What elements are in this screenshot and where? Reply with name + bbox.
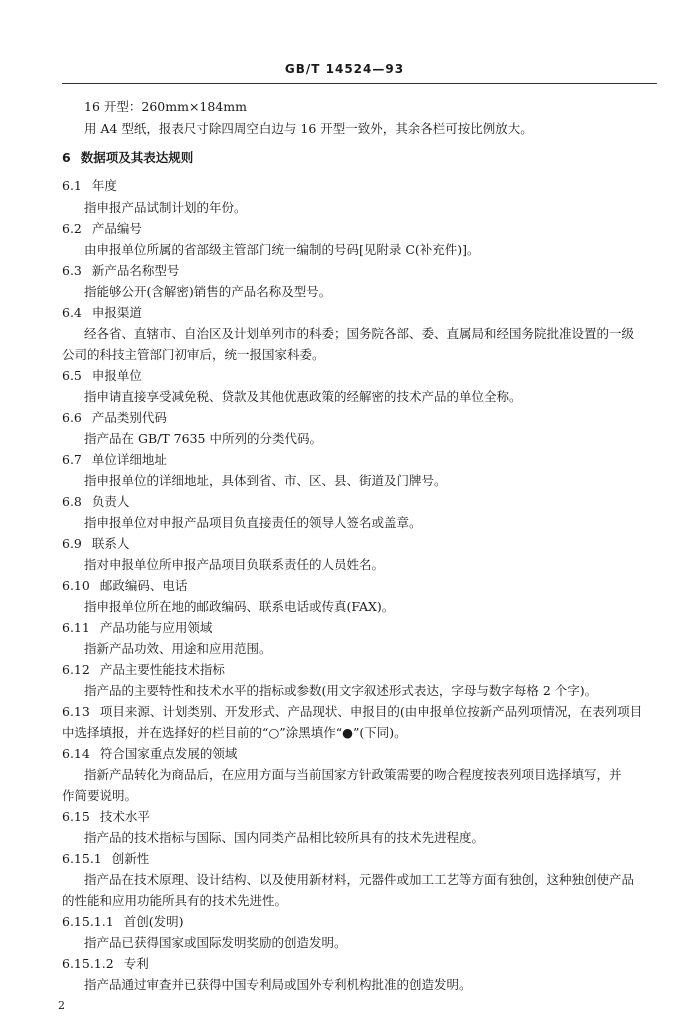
clause-heading: 6.13 项目来源、计划类别、开发形式、产品现状、申报目的(由申报单位按新产品列项情况，在表列项目 (62, 704, 643, 719)
text-line: 由申报单位所属的省部级主管部门统一编制的号码[见附录 C(补充件)]。 (84, 242, 480, 257)
clause-heading: 6.15 技术水平 (62, 809, 150, 824)
text-line: 的性能和应用功能所具有的技术先进性。 (62, 893, 288, 908)
text-line: 用 A4 型纸，报表尺寸除四周空白边与 16 开型一致外，其余各栏可按比例放大。 (84, 121, 533, 136)
clause-heading: 6.11 产品功能与应用领域 (62, 620, 213, 635)
clause-heading: 6.8 负责人 (62, 494, 130, 509)
text-line: 指申报单位所在地的邮政编码、联系电话或传真(FAX)。 (84, 599, 395, 614)
clause-heading: 6.10 邮政编码、电话 (62, 578, 188, 593)
text-line: 作简要说明。 (62, 788, 138, 803)
text-line: 指能够公开(含解密)销售的产品名称及型号。 (84, 284, 332, 299)
page-number: 2 (58, 999, 65, 1012)
clause-heading: 6.15.1 创新性 (62, 851, 150, 866)
text-line: 中选择填报，并在选择好的栏目前的“○”涂黑填作“●”(下同)。 (62, 725, 407, 740)
clause-heading: 6.14 符合国家重点发展的领域 (62, 746, 238, 761)
document-header: GB/T 14524—93 (284, 62, 405, 76)
text-line: 指申报产品试制计划的年份。 (84, 200, 247, 215)
text-line: 公司的科技主管部门初审后，统一报国家科委。 (62, 347, 325, 362)
clause-heading: 6.3 新产品名称型号 (62, 263, 180, 278)
text-line: 经各省、直辖市、自治区及计划单列市的科委；国务院各部、委、直属局和经国务院批准设置的一级 (84, 326, 635, 341)
section-heading: 6 数据项及其表达规则 (62, 150, 194, 165)
text-line: 指新产品功效、用途和应用范围。 (84, 641, 272, 656)
text-line: 指产品在 GB/T 7635 中所列的分类代码。 (84, 431, 322, 446)
clause-heading: 6.1 年度 (62, 178, 117, 193)
text-line: 指产品通过审查并已获得中国专利局或国外专利机构批准的创造发明。 (84, 977, 472, 992)
text-line: 指申请直接享受减免税、贷款及其他优惠政策的经解密的技术产品的单位全称。 (84, 389, 522, 404)
text-line: 指新产品转化为商品后，在应用方面与当前国家方针政策需要的吻合程度按表列项目选择填写，并 (84, 767, 622, 782)
clause-heading: 6.7 单位详细地址 (62, 452, 167, 467)
text-line: 指产品在技术原理、设计结构、以及使用新材料，元器件或加工工艺等方面有独创，这种独创使产品 (84, 872, 635, 887)
clause-heading: 6.5 申报单位 (62, 368, 142, 383)
clause-heading: 6.6 产品类别代码 (62, 410, 167, 425)
text-line: 指产品已获得国家或国际发明奖励的创造发明。 (84, 935, 347, 950)
clause-heading: 6.9 联系人 (62, 536, 130, 551)
header-rule (62, 83, 657, 84)
clause-heading: 6.4 申报渠道 (62, 305, 142, 320)
clause-heading: 6.15.1.2 专利 (62, 956, 149, 971)
text-line: 指产品的技术指标与国际、国内同类产品相比较所具有的技术先进程度。 (84, 830, 485, 845)
clause-heading: 6.15.1.1 首创(发明) (62, 914, 184, 929)
text-line: 指申报单位的详细地址，具体到省、市、区、县、街道及门牌号。 (84, 473, 447, 488)
text-line: 16 开型：260mm×184mm (84, 99, 247, 114)
text-line: 指产品的主要特性和技术水平的指标或参数(用文字叙述形式表达，字母与数字每格 2 个字)。 (84, 683, 598, 698)
clause-heading: 6.2 产品编号 (62, 221, 142, 236)
clause-heading: 6.12 产品主要性能技术指标 (62, 662, 225, 677)
text-line: 指申报单位对申报产品项目负直接责任的领导人签名或盖章。 (84, 515, 422, 530)
text-line: 指对申报单位所申报产品项目负联系责任的人员姓名。 (84, 557, 385, 572)
